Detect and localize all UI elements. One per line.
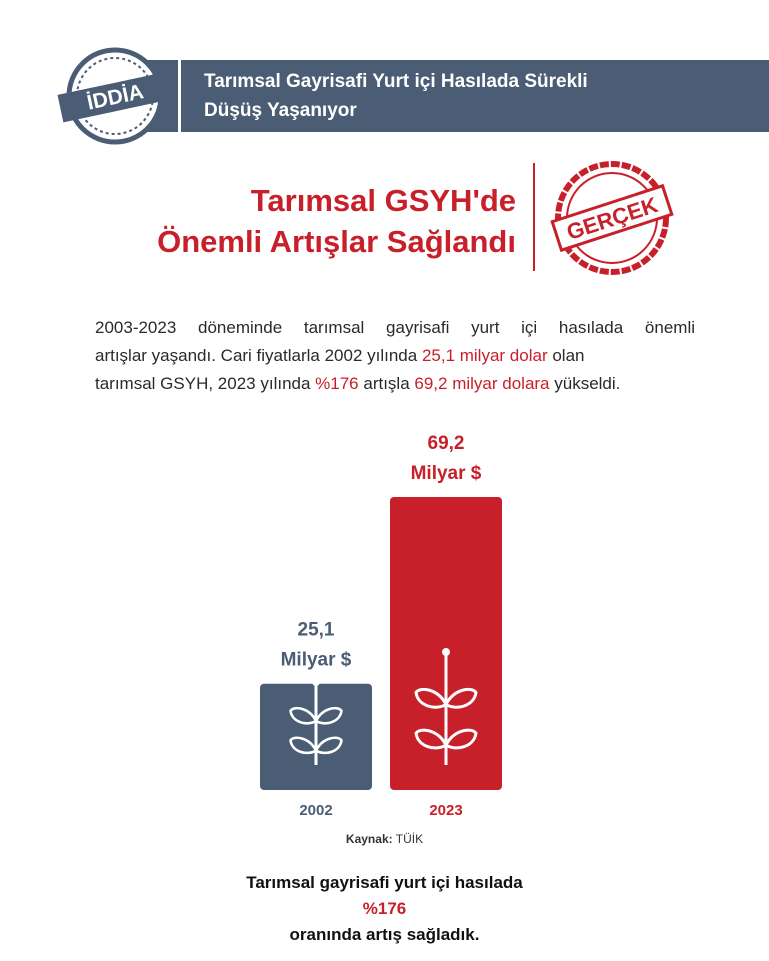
data-label-value-2002: 25,1 xyxy=(297,619,335,641)
x-tick-label-2002: 2002 xyxy=(299,802,333,819)
data-label-unit-2023: Milyar $ xyxy=(410,463,482,484)
source-note xyxy=(0,832,769,846)
claim-line-1: Tarımsal Gayrisafi Yurt içi Hasılada Sürekli xyxy=(204,71,588,92)
highlight-percent: %176 xyxy=(315,374,359,393)
source-value: TÜİK xyxy=(395,832,424,846)
highlight-2023-value: 69,2 milyar dolara xyxy=(414,374,550,393)
footer-line-1: Tarımsal gayrisafi yurt içi hasılada xyxy=(246,873,523,892)
claim-line-2: Düşüş Yaşanıyor xyxy=(204,100,357,121)
data-label-value-2023: 69,2 xyxy=(427,433,465,454)
highlight-2002-value: 25,1 milyar dolar xyxy=(421,346,548,365)
x-tick-label-2023: 2023 xyxy=(429,802,463,819)
iddia-stamp-label: İDDİA xyxy=(84,80,146,115)
body-line-3: tarımsal GSYH, 2023 yılında %176 artışla 69,2 milyar dolara yükseldi. xyxy=(95,374,621,393)
footer-statement xyxy=(0,870,769,948)
data-label-unit-2002: Milyar $ xyxy=(280,649,352,671)
body-line-1: 2003-2023 döneminde tarımsal gayrisafi yurt içi hasılada önemli xyxy=(95,318,695,337)
headline-line-1: Tarımsal GSYH'de xyxy=(250,183,516,218)
gercek-stamp-label: GERÇEK xyxy=(563,192,661,245)
headline-line-2: Önemli Artışlar Sağlandı xyxy=(157,224,516,259)
body-line-2: artışlar yaşandı. Cari fiyatlarla 2002 yılında 25,1 milyar dolar olan xyxy=(95,346,585,365)
source-label: Kaynak: xyxy=(345,832,393,846)
footer-line-2: %176 oranında artış sağladık. xyxy=(289,899,480,944)
